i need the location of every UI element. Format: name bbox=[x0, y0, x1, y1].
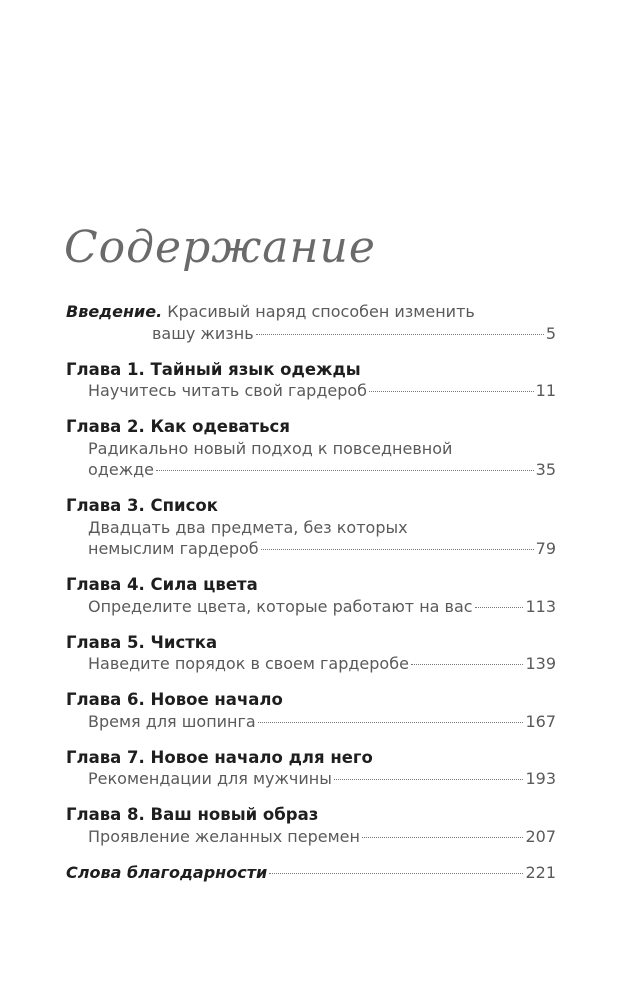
chapter-subtitle: Двадцать два предмета, без которых bbox=[88, 517, 408, 537]
table-of-contents bbox=[66, 301, 556, 898]
toc-entry-chapter-2[interactable] bbox=[66, 416, 556, 481]
dot-leader bbox=[411, 664, 524, 665]
toc-entry-acknowledgements[interactable] bbox=[66, 862, 556, 884]
page-number: 221 bbox=[525, 862, 556, 882]
chapter-subtitle: Время для шопинга bbox=[88, 711, 256, 731]
toc-entry-intro[interactable] bbox=[66, 301, 556, 344]
toc-entry-chapter-5[interactable] bbox=[66, 632, 556, 675]
toc-entry-chapter-7[interactable] bbox=[66, 747, 556, 790]
dot-leader bbox=[475, 607, 524, 608]
page-title: Содержание bbox=[64, 222, 376, 273]
chapter-subtitle: Рекомендации для мужчины bbox=[88, 769, 332, 788]
chapter-subtitle: одежде bbox=[88, 460, 155, 479]
dot-leader bbox=[261, 549, 534, 550]
dot-leader bbox=[256, 334, 544, 335]
dot-leader bbox=[156, 470, 534, 471]
toc-entry-chapter-1[interactable] bbox=[66, 359, 556, 402]
toc-entry-chapter-8[interactable] bbox=[66, 804, 556, 847]
chapter-heading: Глава 7. Новое начало для него bbox=[66, 747, 373, 767]
dot-leader bbox=[258, 722, 524, 723]
dot-leader bbox=[334, 779, 524, 780]
chapter-subtitle: Наведите порядок в своем гардеробе bbox=[88, 654, 409, 673]
page-number: 35 bbox=[535, 460, 556, 479]
chapter-heading: Глава 6. Новое начало bbox=[66, 690, 283, 709]
chapter-subtitle: Определите цвета, которые работают на вас bbox=[88, 596, 473, 616]
intro-text-cont: вашу жизнь bbox=[152, 323, 254, 343]
chapter-heading: Глава 8. Ваш новый образ bbox=[66, 805, 319, 824]
page-number: 193 bbox=[525, 769, 556, 788]
toc-entry-chapter-6[interactable] bbox=[66, 689, 556, 732]
page-number: 5 bbox=[545, 323, 556, 343]
dot-leader bbox=[362, 837, 523, 838]
chapter-heading: Глава 2. Как одеваться bbox=[66, 417, 290, 436]
chapter-subtitle: немыслим гардероб bbox=[88, 539, 259, 558]
acknowledgements-label: Слова благодарности bbox=[66, 862, 268, 882]
page-number: 139 bbox=[525, 654, 556, 673]
page-number: 167 bbox=[525, 711, 556, 731]
intro-label: Введение. bbox=[66, 302, 163, 321]
toc-entry-chapter-4[interactable] bbox=[66, 574, 556, 617]
chapter-heading: Глава 1. Тайный язык одежды bbox=[66, 359, 361, 379]
page-number: 79 bbox=[535, 539, 556, 558]
chapter-heading: Глава 5. Чистка bbox=[66, 632, 218, 652]
page-number: 11 bbox=[535, 381, 556, 400]
chapter-heading: Глава 4. Сила цвета bbox=[66, 575, 258, 594]
chapter-subtitle: Проявление желанных перемен bbox=[88, 826, 360, 846]
dot-leader bbox=[369, 391, 534, 392]
dot-leader bbox=[269, 873, 523, 874]
toc-entry-chapter-3[interactable] bbox=[66, 495, 556, 560]
chapter-heading: Глава 3. Список bbox=[66, 496, 218, 515]
chapter-subtitle: Научитесь читать свой гардероб bbox=[88, 381, 368, 400]
intro-text: Красивый наряд способен изменить bbox=[167, 302, 475, 321]
page-number: 113 bbox=[525, 596, 556, 616]
page-number: 207 bbox=[525, 826, 556, 846]
chapter-subtitle: Радикально новый подход к повседневной bbox=[88, 438, 453, 458]
